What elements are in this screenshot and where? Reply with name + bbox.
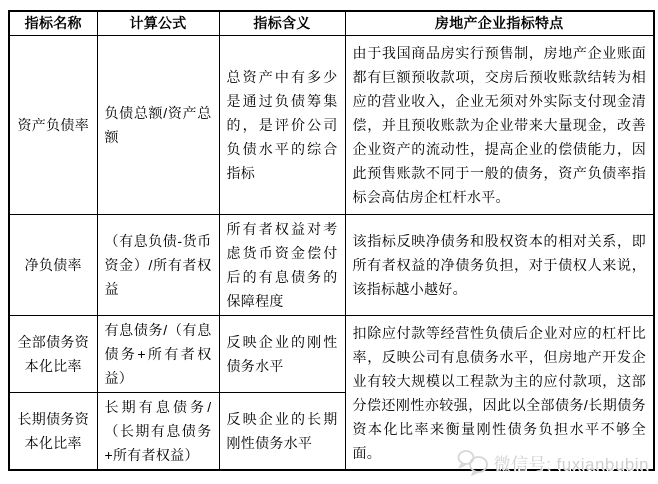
header-formula: 计算公式 [97,11,219,36]
cell-meaning-net-debt-ratio: 所有者权益对考虑货币资金偿付后的有息债务的保障程度 [219,215,345,316]
cell-name-net-debt-ratio: 净负债率 [9,215,97,316]
cell-name-longterm-debt-capitalization: 长期债务资本化比率 [9,393,97,471]
cell-meaning-total-debt-capitalization: 反映企业的刚性债务水平 [219,316,345,393]
table-row [9,36,654,215]
cell-feature-asset-liability-ratio: 由于我国商品房实行预售制，房地产企业账面都有巨额预收款项，交房后预收账款结转为相应的营业收入，企业无须对外实际支付现金清偿，并且预收账款为企业带来大量现金，改善企业资产的流动性，提高企业的偿债能力，因此预售账款不同于一般的债务，资产负债率指标会高估房企杠杆水平。 [345,36,654,215]
cell-formula-total-debt-capitalization: 有息债务/（有息债务+所有者权益） [97,316,219,393]
cell-formula-asset-liability-ratio: 负债总额/资产总额 [97,36,219,215]
cell-meaning-asset-liability-ratio: 总资产中有多少是通过负债筹集的，是评价公司负债水平的综合指标 [219,36,345,215]
wechat-watermark-label: 微信号: fuxianbubin [493,455,649,474]
cell-name-total-debt-capitalization: 全部债务资本化比率 [9,316,97,393]
header-meaning: 指标含义 [219,11,345,36]
table-header-row [9,11,654,36]
table-row [9,215,654,316]
indicator-table [8,10,655,471]
header-indicator-name: 指标名称 [9,11,97,36]
cell-name-asset-liability-ratio: 资产负债率 [9,36,97,215]
table-row [9,316,654,393]
cell-formula-net-debt-ratio: （有息负债-货币资金）/所有者权益 [97,215,219,316]
cell-meaning-longterm-debt-capitalization: 反映企业的长期刚性债务水平 [219,393,345,471]
cell-feature-debt-capitalization-merged: 扣除应付款等经营性负债后企业对应的杠杆比率，反映公司有息债务水平，但房地产开发企业有较大规模以工程款为主的应付款项，这部分偿还刚性亦较强，因此以全部债务/长期债务资本化比率来衡量刚性债务负担水平不够全面。 [345,316,654,471]
cell-formula-longterm-debt-capitalization: 长期有息债务/（长期有息债务+所有者权益） [97,393,219,471]
cell-feature-net-debt-ratio: 该指标反映净债务和股权资本的相对关系，即所有者权益的净债务负担，对于债权人来说，该指标越小越好。 [345,215,654,316]
header-real-estate-feature: 房地产企业指标特点 [345,11,654,36]
wechat-watermark [456,449,649,476]
wechat-icon [456,449,489,476]
